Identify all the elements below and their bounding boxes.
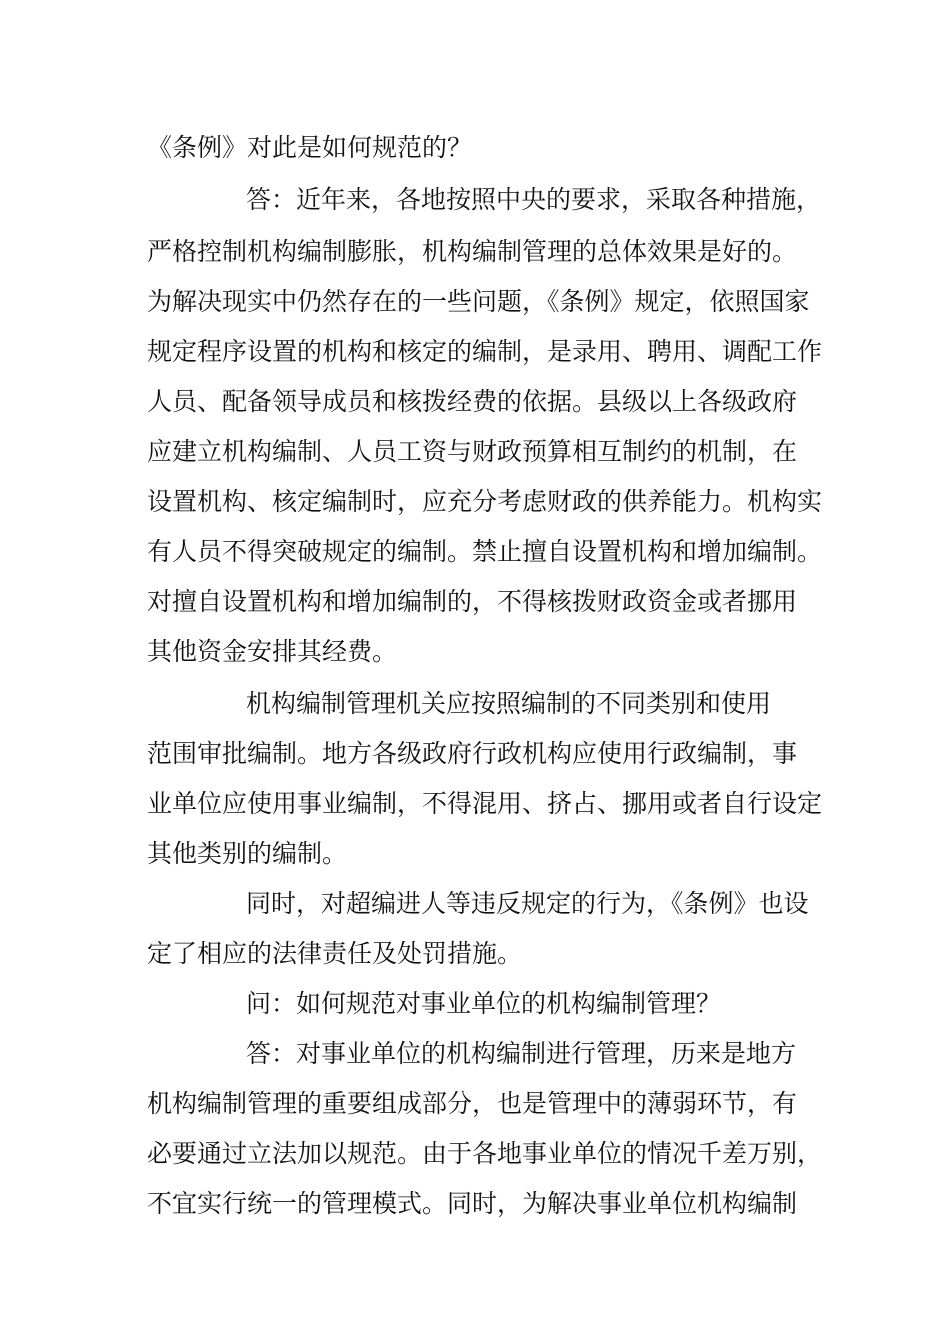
text-line-14: 业单位应使用事业编制，不得混用、挤占、挪用或者自行设定 xyxy=(147,789,823,818)
text-line-4: 为解决现实中仍然存在的一些问题，《条例》规定，依照国家 xyxy=(147,287,810,316)
paragraph-3-start: 同时，对超编进人等违反规定的行为，《条例》也设 xyxy=(246,889,809,918)
text-line-8: 设置机构、核定编制时，应充分考虑财政的供养能力。机构实 xyxy=(147,487,823,516)
paragraph-2-start: 机构编制管理机关应按照编制的不同类别和使用 xyxy=(246,689,772,718)
text-line-21: 必要通过立法加以规范。由于各地事业单位的情况千差万别， xyxy=(147,1139,823,1168)
text-line-10: 对擅自设置机构和增加编制的，不得核拨财政资金或者挪用 xyxy=(147,587,798,616)
text-line-17: 定了相应的法律责任及处罚措施。 xyxy=(147,939,523,968)
text-line-20: 机构编制管理的重要组成部分，也是管理中的薄弱环节，有 xyxy=(147,1089,798,1118)
text-line-1: 《条例》对此是如何规范的？ xyxy=(147,133,473,162)
text-line-7: 应建立机构编制、人员工资与财政预算相互制约的机制，在 xyxy=(147,437,798,466)
text-line-11: 其他资金安排其经费。 xyxy=(147,637,398,666)
text-line-5: 规定程序设置的机构和核定的编制，是录用、聘用、调配工作 xyxy=(147,337,823,366)
text-line-3: 严格控制机构编制膨胀，机构编制管理的总体效果是好的。 xyxy=(147,237,798,266)
text-line-6: 人员、配备领导成员和核拨经费的依据。县级以上各级政府 xyxy=(147,387,798,416)
text-line-15: 其他类别的编制。 xyxy=(147,839,348,868)
answer-1-start: 答：近年来，各地按照中央的要求，采取各种措施， xyxy=(246,185,822,214)
text-line-13: 范围审批编制。地方各级政府行政机构应使用行政编制，事 xyxy=(147,739,798,768)
answer-2-start: 答：对事业单位的机构编制进行管理，历来是地方 xyxy=(246,1039,797,1068)
question-2: 问：如何规范对事业单位的机构编制管理？ xyxy=(246,989,722,1018)
text-line-9: 有人员不得突破规定的编制。禁止擅自设置机构和增加编制。 xyxy=(147,537,823,566)
text-line-22: 不宜实行统一的管理模式。同时，为解决事业单位机构编制 xyxy=(147,1189,798,1218)
